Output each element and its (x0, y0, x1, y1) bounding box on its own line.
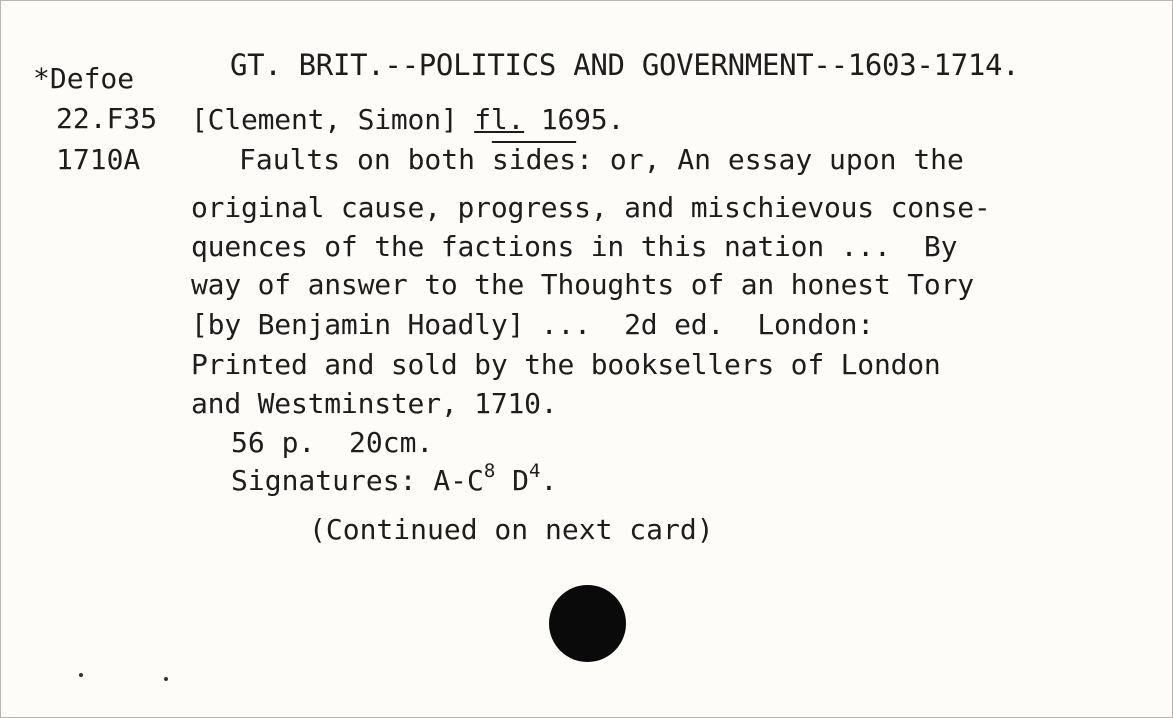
title-line-3: quences of the factions in this nation ... By (191, 230, 958, 263)
signatures-mid: D (495, 464, 530, 497)
title-start: Faults on both (239, 143, 492, 176)
author-name: [Clement, Simon] (191, 103, 475, 136)
signature-superscript-2: 4 (529, 460, 541, 482)
author-line (191, 103, 625, 136)
title-rest: : or, An essay upon the (576, 143, 964, 176)
signatures-end: . (540, 464, 558, 497)
imprint-line-1: Printed and sold by the booksellers of London (191, 348, 941, 381)
call-number-line-3: 1710A (56, 143, 141, 176)
signatures-label: Signatures: A-C (231, 464, 484, 497)
signature-superscript-1: 8 (483, 460, 496, 482)
call-number-line-1: *Defoe (33, 62, 135, 95)
title-line-2: original cause, progress, and mischievous conse- (191, 191, 991, 224)
speck-mark (79, 673, 83, 677)
subject-heading: GT. BRIT.--POLITICS AND GOVERNMENT--1603-1714. (230, 48, 1020, 82)
title-line-4: way of answer to the Thoughts of an honest Tory (191, 268, 974, 301)
author-date: 1695. (524, 103, 625, 136)
call-number-line-2: 22.F35 (56, 102, 158, 135)
imprint-line-2: and Westminster, 1710. (191, 387, 558, 420)
title-line-5: [by Benjamin Hoadly] ... 2d ed. London: (191, 308, 874, 341)
title-sides: sides (491, 143, 577, 176)
speck-mark (164, 677, 168, 681)
signatures-line (231, 460, 558, 497)
punch-hole (549, 585, 626, 662)
collation: 56 p. 20cm. (231, 426, 434, 459)
title-line-1 (239, 143, 964, 176)
flourished-abbrev: fl. (474, 103, 525, 136)
continued-note: (Continued on next card) (309, 513, 714, 546)
